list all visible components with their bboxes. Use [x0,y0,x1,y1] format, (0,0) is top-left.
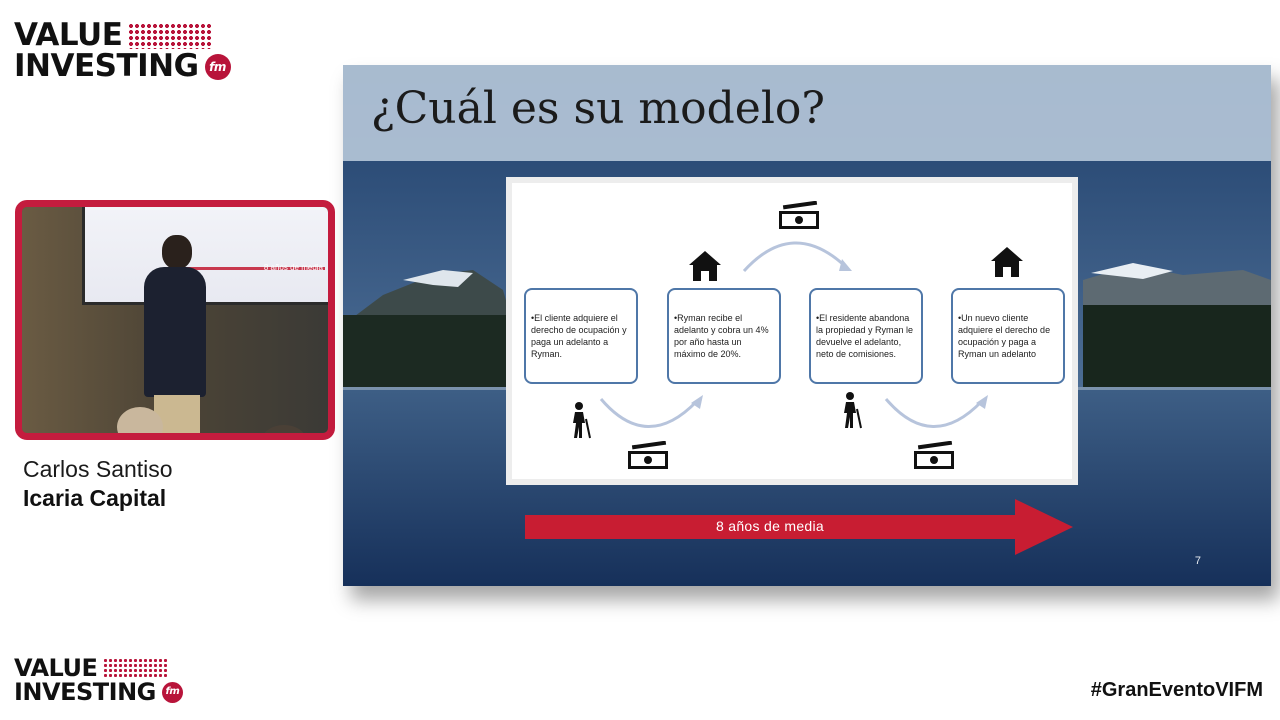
process-diagram [506,177,1078,485]
speaker-video [15,200,335,440]
money-icon [912,441,956,471]
slide-title: ¿Cuál es su modelo? [371,83,825,134]
curved-arrow-icon [882,393,992,433]
house-icon [687,249,723,283]
step-box-4 [951,288,1065,384]
elderly-person-icon [568,401,596,439]
dots-pattern-icon [103,658,169,678]
fm-badge-icon: fm [205,54,231,80]
logo-word-value: VALUE [14,654,98,682]
step-text-4: •Un nuevo cliente adquiere el derecho de ocupación y paga a Ryman un adelanto [958,313,1051,359]
speaker-company: Icaria Capital [23,485,167,511]
video-projection-screen [82,207,332,305]
dots-pattern-icon [128,23,212,49]
audience-head [117,407,163,440]
video-screen-text: 8 años de media [263,263,323,272]
house-icon [989,245,1025,279]
curved-arrow-icon [738,227,858,277]
curved-arrow-icon [597,393,707,433]
presentation-slide [343,65,1271,586]
brand-logo-top [14,17,231,84]
logo-word-value: VALUE [14,17,123,53]
logo-word-investing: INVESTING [14,48,199,84]
speaker-name: Carlos Santiso [23,456,173,482]
step-box-1 [524,288,638,384]
step-box-3 [809,288,923,384]
logo-word-investing: INVESTING [14,678,156,706]
fm-badge-icon: fm [162,682,183,703]
presenter-figure [144,235,206,440]
timeline-label: 8 años de media [715,518,825,534]
step-text-3: •El residente abandona la propiedad y Ryman le devuelve el adelanto, neto de comisiones. [816,313,914,359]
money-icon [626,441,670,471]
brand-logo-bottom [14,656,183,704]
elderly-person-icon [839,391,867,429]
step-text-2: •Ryman recibe el adelanto y cobra un 4% por año hasta un máximo de 20%. [674,313,769,359]
slide-page-number: 7 [1194,555,1201,567]
step-box-2 [667,288,781,384]
event-hashtag: #GranEventoVIFM [1090,679,1263,701]
step-text-1: •El cliente adquiere el derecho de ocupación y paga un adelanto a Ryman. [531,313,627,359]
